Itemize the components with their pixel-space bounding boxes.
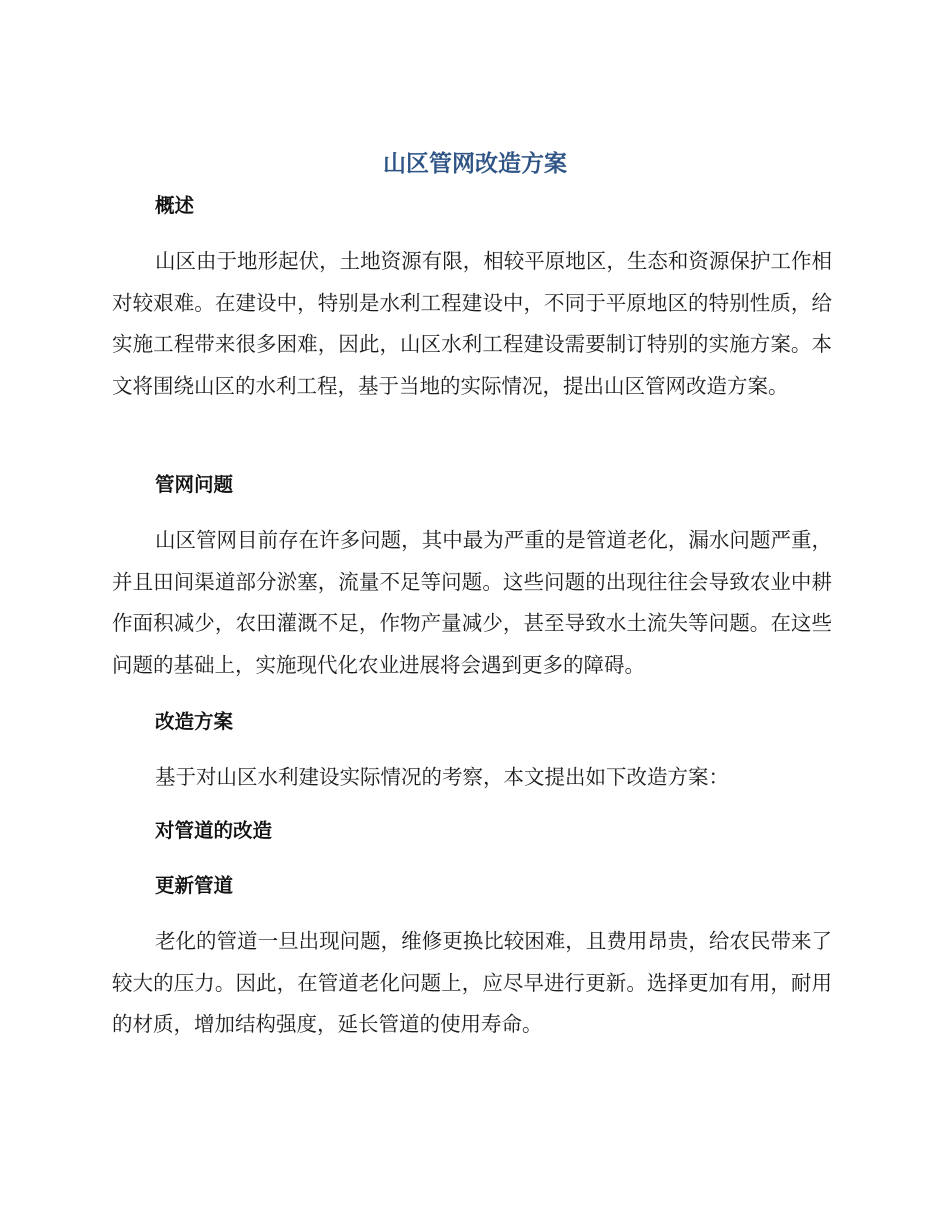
heading-pipe-renovation: 对管道的改造 bbox=[155, 819, 273, 842]
document-title: 山区管网改造方案 bbox=[383, 151, 567, 177]
heading-renovation-plan: 改造方案 bbox=[155, 710, 234, 733]
paragraph-renovation-plan: 基于对山区水利建设实际情况的考察，本文提出如下改造方案： bbox=[155, 765, 729, 789]
heading-pipe-network-problems: 管网问题 bbox=[155, 473, 234, 496]
paragraph-update-pipes: 老化的管道一旦出现问题，维修更换比较困难，且费用昂贵，给农民带来了较大的压力。因此，在管道老化问题上，应尽早进行更新。选择更加有用，耐用的材质，增加结构强度，延长管道的使用寿命。 bbox=[112, 929, 832, 1037]
heading-overview: 概述 bbox=[155, 194, 195, 217]
heading-update-pipes: 更新管道 bbox=[155, 874, 234, 897]
paragraph-pipe-network-problems: 山区管网目前存在许多问题，其中最为严重的是管道老化，漏水问题严重，并且田间渠道部分淤塞，流量不足等问题。这些问题的出现往往会导致农业中耕作面积减少，农田灌溉不足，作物产量减少，甚至导致水土流失等问题。在这些问题的基础上，实施现代化农业进展将会遇到更多的障碍。 bbox=[112, 528, 832, 677]
paragraph-overview: 山区由于地形起伏，土地资源有限，相较平原地区，生态和资源保护工作相对较艰难。在建设中，特别是水利工程建设中，不同于平原地区的特别性质，给实施工程带来很多困难，因此，山区水利工程建设需要制订特别的实施方案。本文将围绕山区的水利工程，基于当地的实际情况，提出山区管网改造方案。 bbox=[112, 249, 832, 398]
